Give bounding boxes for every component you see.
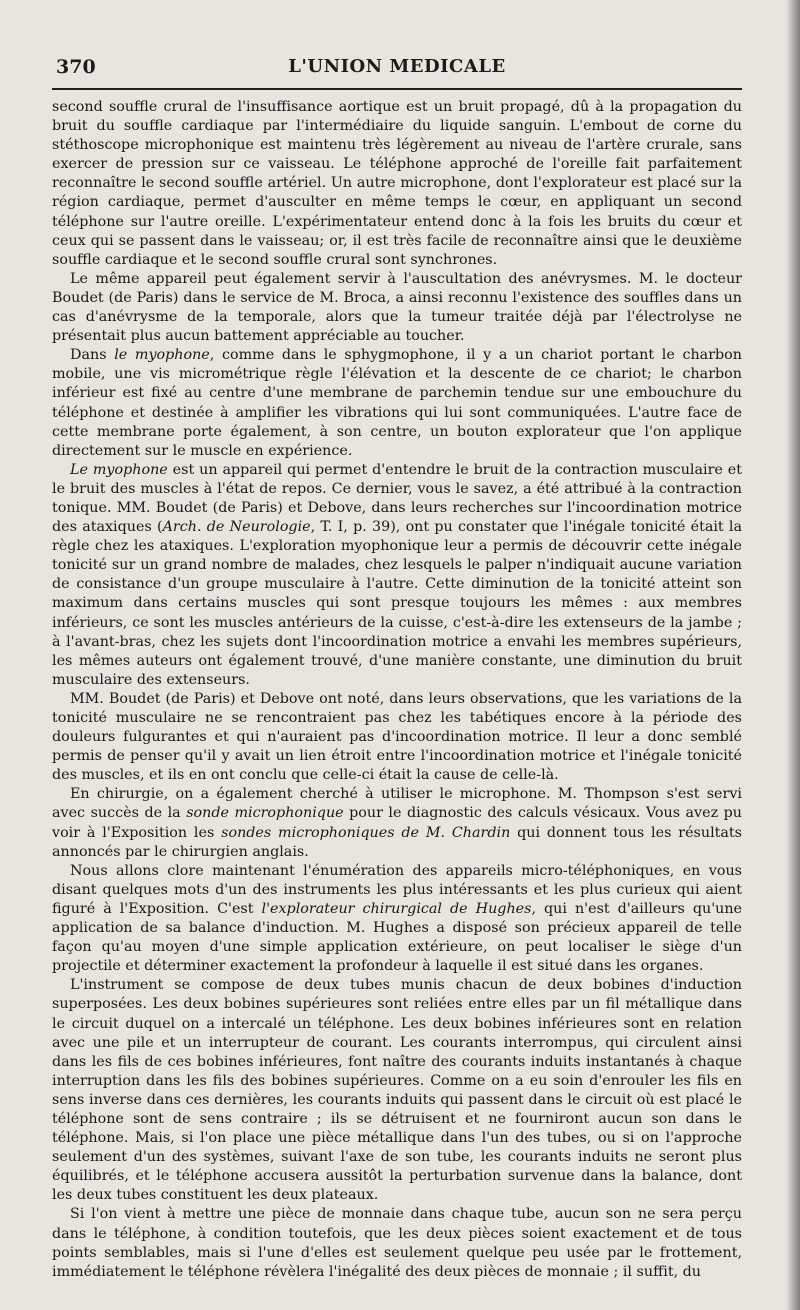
header-rule xyxy=(52,88,742,90)
text-run: est un appareil qui permet d'entendre le bruit de la contraction musculaire et le bruit des muscles à l'état de repos. Ce dernier, vous le savez, a été attribué à la contraction tonique. MM. Boudet (de Paris) et Debove, dans leurs recherches sur l'incoordination motrice des ataxiques ( xyxy=(52,461,742,536)
text-run: L'instrument se compose de deux tubes munis chacun de deux bobines d'induction superposées. Les deux bobines supérieures sont reliées entre elles par un fil métallique dans le circuit duquel on a intercalé un téléphone. Les deux bobines inférieures sont en relation avec une pile et un interrupteur de courant. Les courants interrompus, qui circulent ainsi dans les fils de ces bobines inférieures, font naître des courants induits instantanés à chaque interruption dans les fils des bobines supérieures. Comme on a eu soin d'enrouler les fils en sens inverse dans ces dernières, les courants induits qui passent dans le circuit où est placé le téléphone sont de sens contraire ; ils se détruisent et ne fourniront aucun son dans le téléphone. Mais, si l'on place une pièce métallique dans l'un des tubes, ou si on l'approche seulement d'un des systèmes, suivant l'axe de son tube, les courants induits ne seront plus équilibrés, et le téléphone accusera aussitôt la perturbation survenue dans la balance, dont les deux tubes constituent les deux plateaux. xyxy=(52,977,742,1204)
text-run: Dans xyxy=(70,347,115,364)
text-run: MM. Boudet (de Paris) et Debove ont noté, dans leurs observations, que les variations de la tonicité musculaire ne se rencontraient pas chez les tabétiques encore à la période des douleurs fulgurantes et qui n'auraient pas d'incoordination motrice. Il leur a donc semblé permis de penser qu'il y avait un lien étroit entre l'incoordination motrice et l'inégale tonicité des muscles, et ils en ont conclu que celle-ci était la cause de celle-là. xyxy=(52,690,742,784)
text-run: second souffle crural de l'insuffisance aortique est un bruit propagé, dû à la propagation du bruit du souffle cardiaque par l'intermédiaire du liquide sanguin. L'embout de corne du stéthoscope microphonique est maintenu très légèrement au niveau de l'artère crurale, sans exercer de pression sur ce vaisseau. Le téléphone approché de l'oreille fait parfaitement reconnaître le second souffle artériel. Un autre microphone, dont l'explorateur est placé sur la région cardiaque, permet d'ausculter en même temps le cœur, en appliquant un second téléphone sur l'autre oreille. L'expérimentateur entend donc à la fois les bruits du cœur et ceux qui se passent dans le vaisseau; or, il est très facile de reconnaître ainsi que le deuxième souffle cardiaque et le second souffle crural sont synchrones. xyxy=(52,99,742,268)
text-run: Si l'on vient à mettre une pièce de monnaie dans chaque tube, aucun son ne sera perçu dans le téléphone, à condition toutefois, que les deux pièces soient exactement et de tous points semblables, mais si l'une d'elles est seulement quelque peu usée par le frottement, immédiatement le téléphone révèlera l'inégalité des deux pièces de monnaie ; il suffit, du xyxy=(52,1206,742,1280)
paragraph xyxy=(52,346,742,461)
text-run: Nous allons clore maintenant l'énumération des appareils micro-téléphoniques, en vous disant quelques mots d'un des instruments les plus intéressants et les plus curieux qui aient figuré à l'Exposition. C'est xyxy=(52,862,742,917)
text-run: En chirurgie, on a également cherché à utiliser le microphone. M. Thompson s'est servi avec succès de la xyxy=(52,786,742,822)
text-run: , T. I, p. 39), ont pu constater que l'inégale tonicité était la règle chez les ataxiques. L'exploration myophonique leur a permis de découvrir cette inégale tonicité sur un grand nombre de malades, chez lesquels le palper n'indiquait aucune variation de consistance d'un groupe musculaire à l'autre. Cette diminution de la tonicité atteint son maximum dans certains muscles qui sont presque toujours les mêmes : aux membres inférieurs, ce sont les muscles antérieurs de la cuisse, c'est-à-dire les extenseurs de la jambe ; à l'avant-bras, chez les sujets dont l'incoordination motrice a envahi les membres supérieurs, les mêmes auteurs ont également trouvé, d'une manière constante, une diminution du bruit musculaire des extenseurs. xyxy=(52,519,743,688)
page-number: 370 xyxy=(56,56,96,78)
italic-text: le myophone xyxy=(114,347,210,364)
paragraph xyxy=(52,690,742,785)
body-text xyxy=(52,98,742,1282)
text-run: , qui n'est d'ailleurs qu'une application de sa balance d'induction. M. Hughes a disposé son précieux appareil de telle façon qu'au moyen d'une simple application extérieure, on peut localiser le siège d'un projectile et déterminer exactement la profondeur à laquelle il est situé dans les organes. xyxy=(52,900,742,975)
paragraph xyxy=(52,270,742,346)
text-run: Le même appareil peut également servir à l'auscultation des anévrysmes. M. le docteur Boudet (de Paris) dans le service de M. Broca, a ainsi reconnu l'existence des souffles dans un cas d'anévrysme de la temporale, alors que la tumeur traitée déjà par l'électrolyse ne présentait plus aucun battement appréciable au toucher. xyxy=(52,270,742,345)
running-title: L'UNION MEDICALE xyxy=(288,56,506,77)
text-run: pour le diagnostic des calculs vésicaux. Vous avez pu voir à l'Exposition les xyxy=(52,805,742,841)
italic-text: sonde microphonique xyxy=(186,805,344,822)
paragraph xyxy=(52,976,742,1205)
text-run: qui donnent tous les résultats annoncés par le chirurgien anglais. xyxy=(52,824,742,860)
italic-text: l'explorateur chirurgical de Hughes xyxy=(261,900,532,917)
paragraph xyxy=(52,862,742,977)
paragraph xyxy=(52,98,742,270)
paragraph xyxy=(52,1205,742,1281)
italic-text: Le myophone xyxy=(70,461,168,478)
paragraph xyxy=(52,785,742,861)
italic-text: Arch. de Neurologie xyxy=(162,519,311,536)
page-edge-shadow xyxy=(786,0,800,1310)
paragraph xyxy=(52,461,742,690)
italic-text: sondes microphoniques de M. Chardin xyxy=(221,824,511,841)
page-header xyxy=(52,56,742,84)
text-run: , comme dans le sphygmophone, il y a un chariot portant le charbon mobile, une vis micrométrique règle l'élévation et la descente de ce chariot; le charbon inférieur est fixé au centre d'une membrane de parchemin tendue sur une embouchure du téléphone et destinée à amplifier les vibrations qui lui sont communiquées. L'autre face de cette membrane porte également, à son centre, un bouton explorateur que l'on applique directement sur le muscle en expérience. xyxy=(52,347,743,459)
